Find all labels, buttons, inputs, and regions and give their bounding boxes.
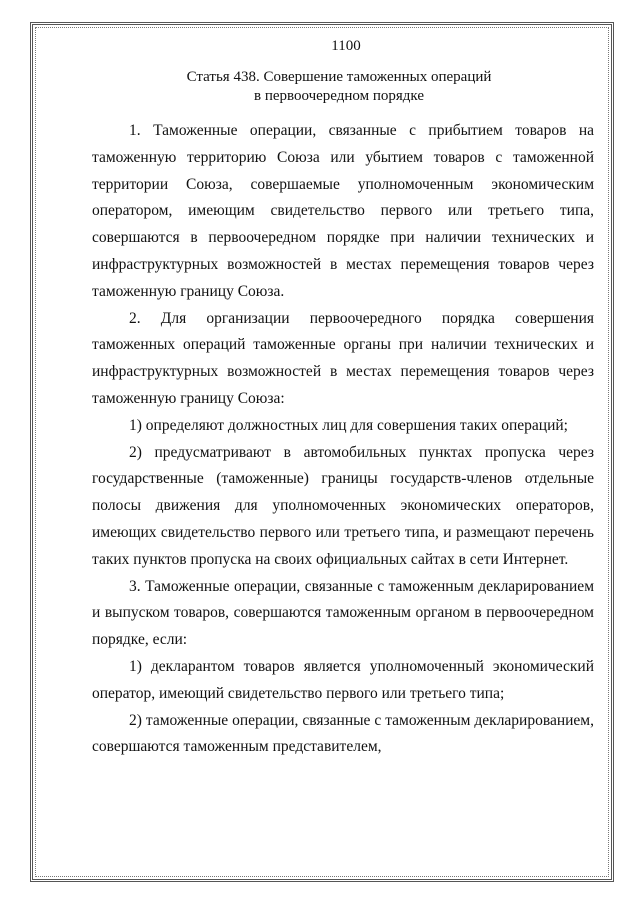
article-title [92, 68, 594, 106]
page-number: 1100 [331, 38, 361, 54]
paragraph-3: 3. Таможенные операции, связанные с таможенным декларированием и выпуском товаров, совершаются таможенным органом в первоочередном порядке, если: [92, 577, 594, 649]
document-page [92, 36, 594, 761]
article-title-line-1: Статья 438. Совершение таможенных операций [186, 69, 492, 85]
paragraph-2: 2. Для организации первоочередного порядка совершения таможенных операций таможенные органы при наличии технических и инфраструктурных возможностей в местах перемещения товаров через таможенную границу Союза: [92, 309, 594, 407]
paragraph-2-item-2: 2) предусматривают в автомобильных пунктах пропуска через государственные (таможенные) границы государств-членов отдельные полосы движения для уполномоченных экономических операторов, имеющих свидетельство первого или третьего типа, и размещают перечень таких пунктов пропуска на своих официальных сайтах в сети Интернет. [92, 443, 594, 568]
paragraph-2-item-1: 1) определяют должностных лиц для совершения таких операций; [129, 416, 568, 434]
paragraph-3-item-2: 2) таможенные операции, связанные с таможенным декларированием, совершаются таможенным представителем, [92, 711, 594, 756]
paragraph-3-item-1: 1) декларантом товаров является уполномоченный экономический оператор, имеющий свидетельство первого или третьего типа; [92, 657, 594, 702]
article-title-line-2: в первоочередном порядке [253, 88, 425, 104]
paragraph-1: 1. Таможенные операции, связанные с прибытием товаров на таможенную территорию Союза или убытием товаров с таможенной территории Союза, совершаемые уполномоченным экономическим оператором, имеющим свидетельство первого или третьего типа, совершаются в первоочередном порядке при наличии технических и инфраструктурных возможностей в местах перемещения товаров через таможенную границу Союза. [92, 122, 594, 300]
